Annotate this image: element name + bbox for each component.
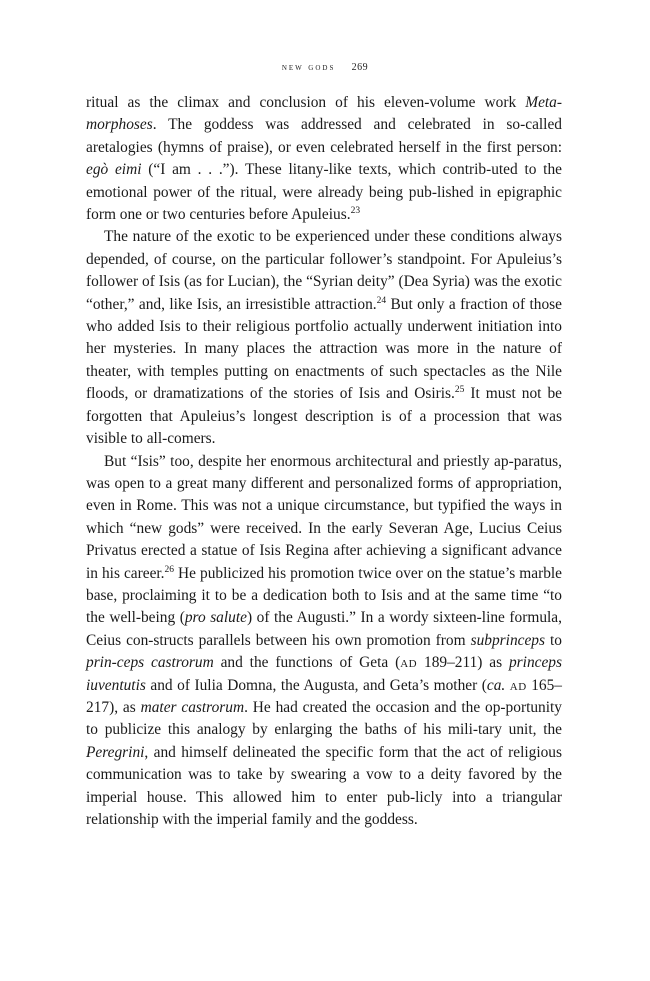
text-run: But “Isis” too, despite her enormous architectural and priestly ap-paratus, was open to a great many different and personalized forms of appropriation, even in Rome. This was not a unique circumstance, but typified the ways in which “new gods” were received. In the early Severan Age, Lucius Ceius Privatus erected a statue of Isis Regina after achieving a significant advance in his career. [86, 452, 562, 582]
text-run: to [545, 631, 562, 649]
text-run: The nature of the exotic to be experienced under these conditions always depended, of course, on the particular follower’s standpoint. For Apuleius’s follower of Isis (as for Lucian), the “Syrian deity” (Dea Syria) was the exotic “other,” and, like Isis, an irresistible attraction. [86, 228, 562, 313]
body-text [86, 92, 562, 831]
text-run: and the functions of Geta ( [213, 654, 401, 672]
text-run: He publicized his promotion twice over on the statue’s marble base, proclaiming it to be a dedication both to Isis and at the same time “to the well-being ( [86, 564, 563, 627]
text-run: ad [509, 676, 527, 694]
text-run: ca. [486, 676, 506, 694]
text-run: princeps iuventutis [86, 654, 562, 694]
text-run: ) of the Augusti.” In a wordy sixteen-line formula, Ceius con-structs parallels between his own promotion from [86, 609, 562, 649]
text-run: 165–217), as [86, 676, 562, 716]
running-head [0, 62, 650, 73]
text-run: . The goddess was addressed and celebrated in so-called aretalogies (hymns of praise), or even celebrated herself in the first person: [86, 116, 562, 156]
text-run: prin-ceps castrorum [86, 654, 214, 672]
text-run: 189–211) as [417, 654, 509, 672]
text-run: ritual as the climax and conclusion of his eleven-volume work [86, 94, 526, 111]
note-reference: 26 [164, 564, 175, 575]
text-run: and of Iulia Domna, the Augusta, and Geta’s mother ( [145, 676, 487, 694]
text-run: It must not be forgotten that Apuleius’s longest description is of a procession that was visible to all-comers. [86, 385, 562, 448]
note-reference: 25 [454, 385, 465, 396]
text-run: (“I am . . .”). These litany-like texts, which contrib-uted to the emotional power of the ritual, were already being pub-lished in epigraphic form one or two centuries before Apuleius. [86, 161, 562, 224]
text-run: Peregrini [86, 743, 145, 761]
text-run: subprinceps [470, 631, 545, 649]
paragraph-2 [86, 226, 562, 450]
page-number: 269 [351, 62, 369, 73]
text-run: mater castrorum [140, 698, 245, 716]
paragraph-3 [86, 451, 562, 832]
text-run: pro salute [184, 609, 247, 627]
paragraph-1 [86, 92, 562, 226]
text-run: . He had created the occasion and the op-portunity to publicize this analogy by enlarging the baths of his mili-tary unit, the [86, 698, 562, 739]
note-reference: 23 [350, 205, 361, 216]
note-reference: 24 [376, 295, 387, 306]
text-run: , and himself delineated the specific form that the act of religious communication was to take by swearing a vow to a deity favored by the imperial house. This allowed him to enter pub-licly into a triangular relationship with the imperial family and the goddess. [86, 743, 562, 828]
text-run: egò eimi [86, 161, 142, 179]
running-head-title: new gods [281, 62, 336, 73]
text-run: Meta-morphoses [86, 94, 562, 134]
text-run: ad [400, 654, 418, 672]
text-run: But only a fraction of those who added Isis to their religious portfolio actually underwent initiation into her mysteries. In many places the attraction was more in the nature of theater, with temples putting on enactments of such spectacles as the Nile floods, or dramatizations of the stories of Isis and Osiris. [86, 295, 562, 403]
